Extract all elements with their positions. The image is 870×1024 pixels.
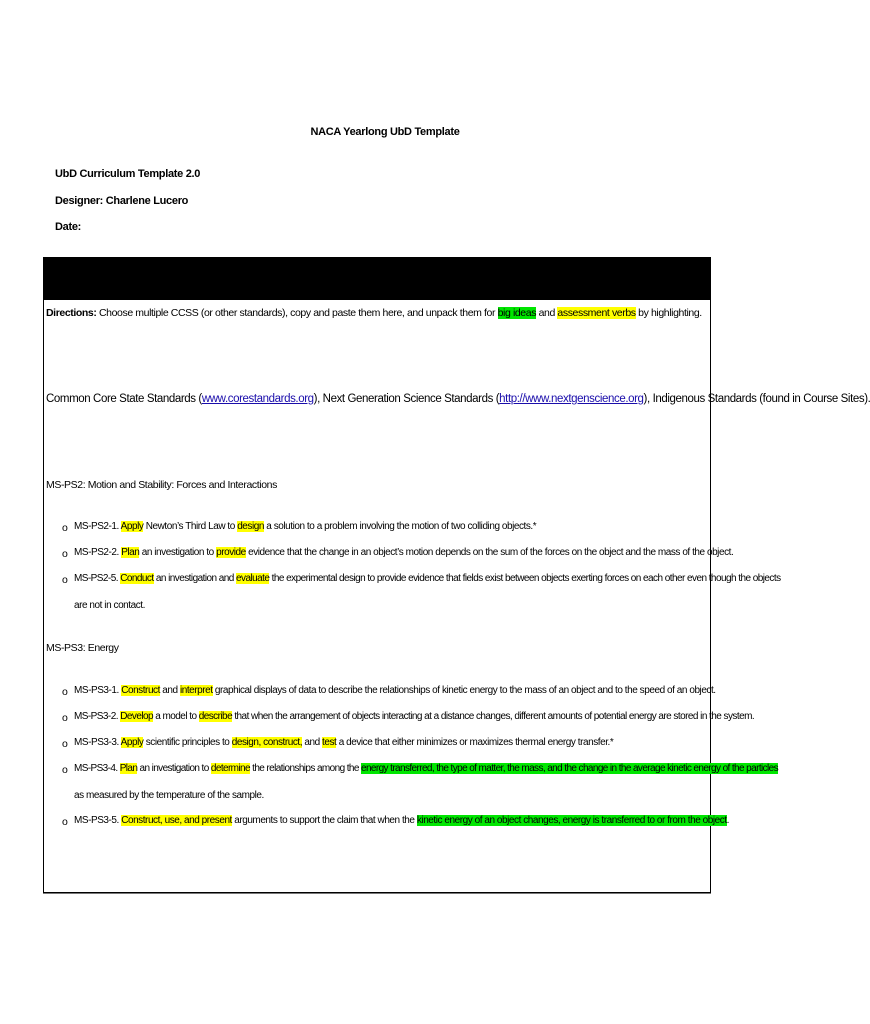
directions-line (46, 307, 702, 319)
standards-sources-line (46, 393, 870, 405)
bullet-icon: o (62, 522, 68, 534)
standard-text: a solution to a problem involving the motion of two colliding objects.* (263, 521, 537, 532)
verb-highlight: Construct, use, and present (121, 815, 232, 826)
bullet-icon: o (62, 712, 68, 724)
standard-text: an investigation to (139, 547, 217, 558)
standard-text: and (159, 685, 180, 696)
standard-ms-ps3-2 (74, 711, 754, 722)
standard-text: the experimental design to provide evidence that fields exist between objects exerting forces on each other even though the objects (269, 573, 781, 584)
verb-highlight: Apply (120, 737, 144, 748)
standards-box (43, 300, 711, 893)
standard-text: the relationships among the (249, 763, 361, 774)
bullet-icon: o (62, 816, 68, 828)
standard-code: MS-PS2-2. (74, 547, 122, 558)
standard-ms-ps3-1 (74, 685, 716, 696)
big-idea-highlight: kinetic energy of an object changes, energy is transferred to or from the object (416, 815, 727, 826)
standard-code: MS-PS3-2. (74, 711, 121, 722)
directions-text: Choose multiple CCSS (or other standards), copy and paste them here, and unpack them for (96, 307, 498, 319)
verb-highlight: describe (198, 711, 233, 722)
verb-highlight: interpret (179, 685, 213, 696)
date-line: Date: (55, 221, 82, 233)
bullet-icon: o (62, 738, 68, 750)
standard-ms-ps3-3 (74, 737, 613, 748)
standard-code: MS-PS3-5. (74, 815, 122, 826)
standard-text: Newton’s Third Law to (143, 521, 238, 532)
verb-highlight: Conduct (120, 573, 154, 584)
template-version: UbD Curriculum Template 2.0 (55, 168, 201, 180)
standard-ms-ps2-5 (74, 573, 781, 584)
designer-line: Designer: Charlene Lucero (55, 195, 189, 207)
nextgenscience-link[interactable]: http://www.nextgenscience.org (499, 393, 644, 405)
directions-and: and (536, 307, 558, 319)
standard-text: that when the arrangement of objects interacting at a distance changes, different amounts of potential energy are stored in the system. (232, 711, 755, 722)
verb-highlight: Plan (121, 547, 140, 558)
ccss-label: Common Core State Standards ( (46, 393, 202, 405)
bullet-icon: o (62, 764, 68, 776)
verb-highlight: design, construct, (231, 737, 303, 748)
standard-code: MS-PS2-1. (74, 521, 121, 532)
directions-end: by highlighting. (635, 307, 702, 319)
big-idea-highlight: energy transferred, the type of matter, the mass, and the change in the average kinetic energy of the particles (360, 763, 778, 774)
page-title: NACA Yearlong UbD Template (310, 126, 460, 138)
standard-text: . (726, 815, 729, 826)
bullet-icon: o (62, 548, 68, 560)
verb-highlight: design (237, 521, 264, 532)
standard-ms-ps2-2 (74, 547, 733, 558)
standard-text: an investigation and (153, 573, 237, 584)
ps3-heading: MS-PS3: Energy (46, 642, 119, 654)
indigenous-label: ), Indigenous Standards (found in Course Sites). (643, 393, 870, 405)
verb-highlight: evaluate (236, 573, 270, 584)
verb-highlight: determine (210, 763, 250, 774)
verb-highlight: Plan (119, 763, 138, 774)
standard-text: evidence that the change in an object’s motion depends on the sum of the forces on the object and the mass of the object. (245, 547, 734, 558)
standard-text: scientific principles to (143, 737, 232, 748)
standard-ms-ps3-4-continued: as measured by the temperature of the sample. (74, 790, 264, 801)
section-header-bar (43, 257, 711, 300)
standard-code: MS-PS3-4. (74, 763, 120, 774)
verb-highlight: Develop (120, 711, 154, 722)
verb-highlight: Construct (121, 685, 160, 696)
standard-ms-ps2-1 (74, 521, 536, 532)
standard-text: arguments to support the claim that when the (231, 815, 417, 826)
standard-ms-ps3-5 (74, 815, 729, 826)
big-ideas-highlight: big ideas (497, 307, 537, 319)
directions-label: Directions: (46, 307, 97, 319)
ngss-label: ), Next Generation Science Standards ( (313, 393, 500, 405)
standard-code: MS-PS3-1. (74, 685, 122, 696)
bullet-icon: o (62, 686, 68, 698)
verb-highlight: test (322, 737, 337, 748)
corestandards-link[interactable]: www.corestandards.org (201, 393, 314, 405)
standard-text: a device that either minimizes or maximizes thermal energy transfer.* (336, 737, 614, 748)
bullet-icon: o (62, 574, 68, 586)
standard-code: MS-PS3-3. (74, 737, 121, 748)
standard-text: graphical displays of data to describe the relationships of kinetic energy to the mass of an object and to the speed of an object. (212, 685, 716, 696)
standard-ms-ps2-5-continued: are not in contact. (74, 600, 145, 611)
verb-highlight: provide (216, 547, 246, 558)
standard-text: a model to (153, 711, 199, 722)
ps2-heading: MS-PS2: Motion and Stability: Forces and Interactions (46, 479, 277, 491)
standard-code: MS-PS2-5. (74, 573, 121, 584)
assessment-verbs-highlight: assessment verbs (557, 307, 636, 319)
verb-highlight: Apply (120, 521, 144, 532)
standard-text: and (302, 737, 323, 748)
standard-ms-ps3-4 (74, 763, 778, 774)
standard-text: an investigation to (137, 763, 211, 774)
